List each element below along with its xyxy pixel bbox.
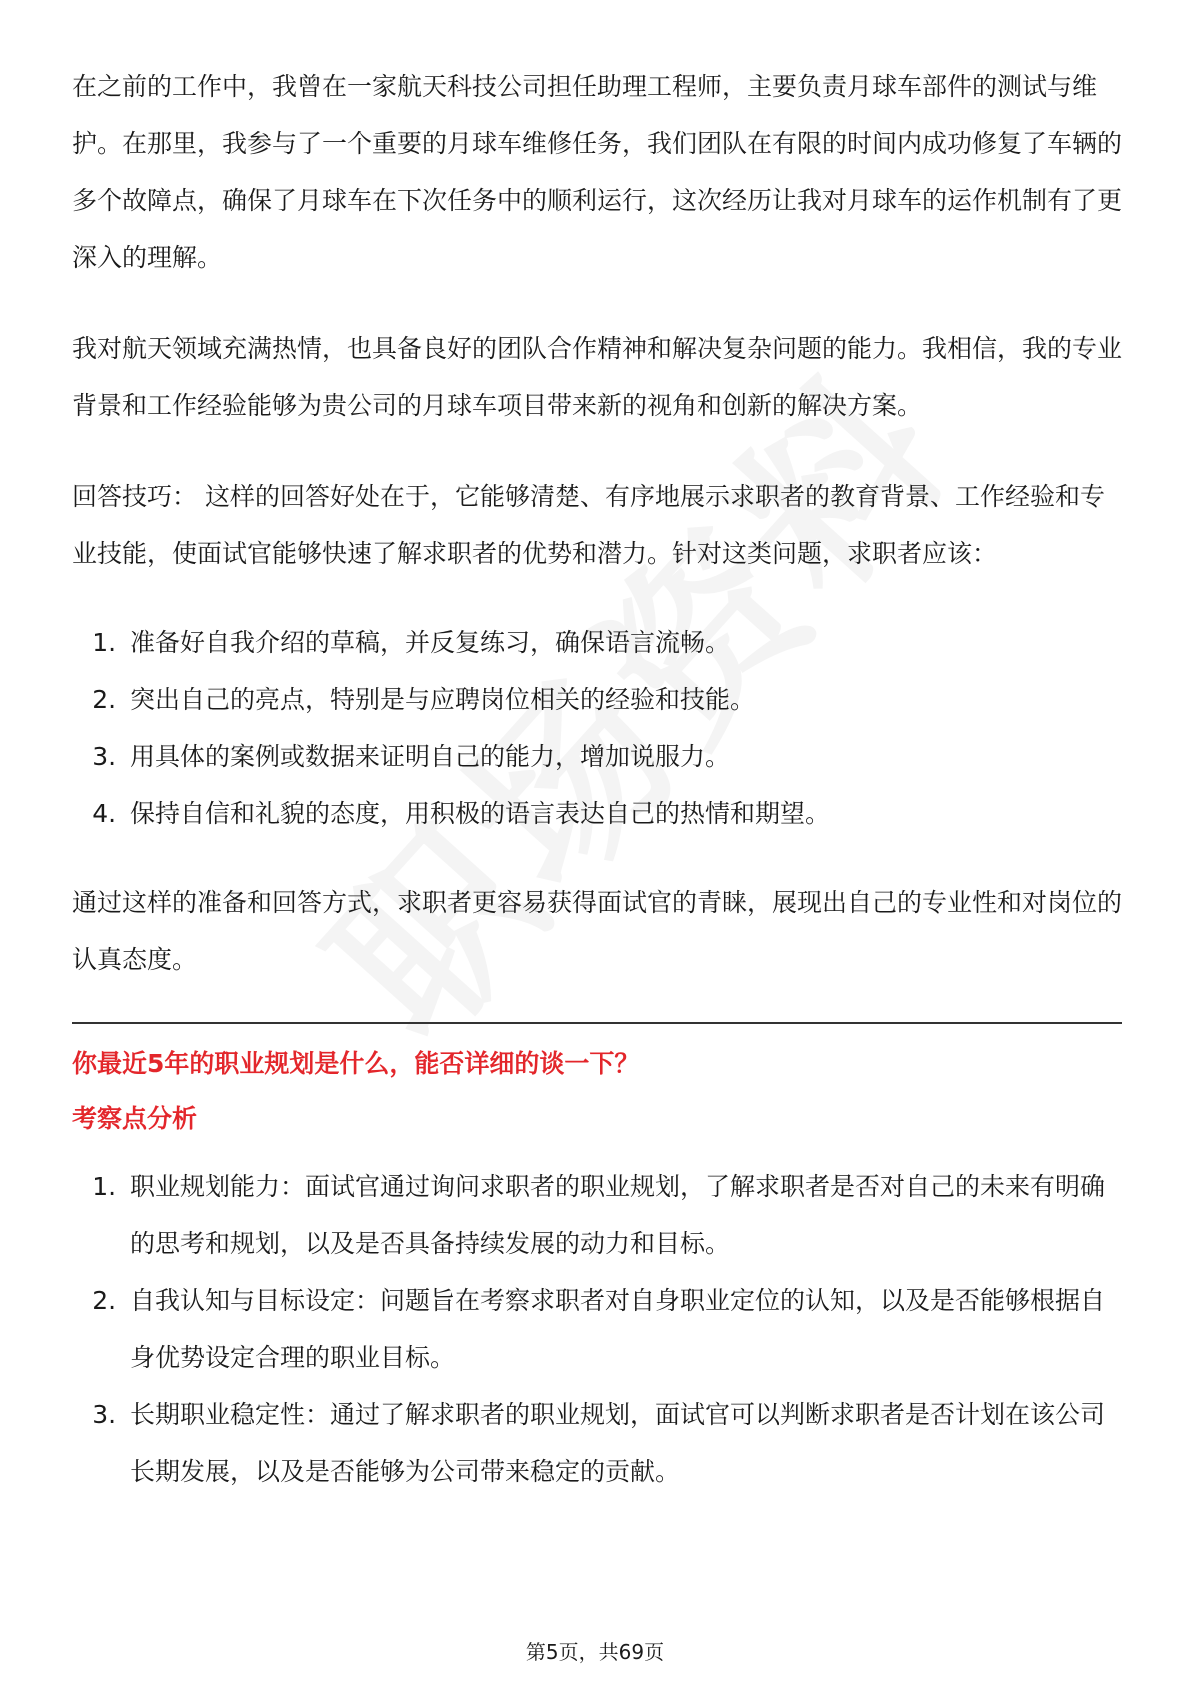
list-item: 2. 自我认知与目标设定：问题旨在考察求职者对自身职业定位的认知，以及是否能够根据自身优势设定合理的职业目标。 <box>124 1272 1122 1386</box>
document-content <box>72 58 1122 1532</box>
analysis-list <box>72 1158 1122 1500</box>
list-item: 3. 用具体的案例或数据来证明自己的能力，增加说服力。 <box>124 728 1122 785</box>
list-item: 4. 保持自信和礼貌的态度，用积极的语言表达自己的热情和期望。 <box>124 785 1122 842</box>
paragraph-passion: 我对航天领域充满热情，也具备良好的团队合作精神和解决复杂问题的能力。我相信，我的专业背景和工作经验能够为贵公司的月球车项目带来新的视角和创新的解决方案。 <box>72 334 1123 420</box>
question-heading: 你最近5年的职业规划是什么，能否详细的谈一下？ <box>72 1049 640 1078</box>
list-item: 1. 准备好自我介绍的草稿，并反复练习，确保语言流畅。 <box>124 614 1122 671</box>
tips-list <box>72 614 1122 842</box>
paragraph-work-experience: 在之前的工作中，我曾在一家航天科技公司担任助理工程师，主要负责月球车部件的测试与维护。在那里，我参与了一个重要的月球车维修任务，我们团队在有限的时间内成功修复了车辆的多个故障点，确保了月球车在下次任务中的顺利运行，这次经历让我对月球车的运作机制有了更深入的理解。 <box>72 72 1123 272</box>
list-item: 1. 职业规划能力：面试官通过询问求职者的职业规划，了解求职者是否对自己的未来有明确的思考和规划，以及是否具备持续发展的动力和目标。 <box>124 1158 1122 1272</box>
list-item: 2. 突出自己的亮点，特别是与应聘岗位相关的经验和技能。 <box>124 671 1122 728</box>
paragraph-answer-tips: 回答技巧： 这样的回答好处在于，它能够清楚、有序地展示求职者的教育背景、工作经验和专业技能，使面试官能够快速了解求职者的优势和潜力。针对这类问题，求职者应该： <box>72 482 1105 568</box>
paragraph-closing: 通过这样的准备和回答方式，求职者更容易获得面试官的青睐，展现出自己的专业性和对岗位的认真态度。 <box>72 888 1123 974</box>
list-item: 3. 长期职业稳定性：通过了解求职者的职业规划，面试官可以判断求职者是否计划在该公司长期发展，以及是否能够为公司带来稳定的贡献。 <box>124 1386 1122 1500</box>
section-divider <box>72 1022 1122 1024</box>
analysis-heading: 考察点分析 <box>72 1104 198 1133</box>
page-number: 第5页，共69页 <box>525 1640 665 1664</box>
